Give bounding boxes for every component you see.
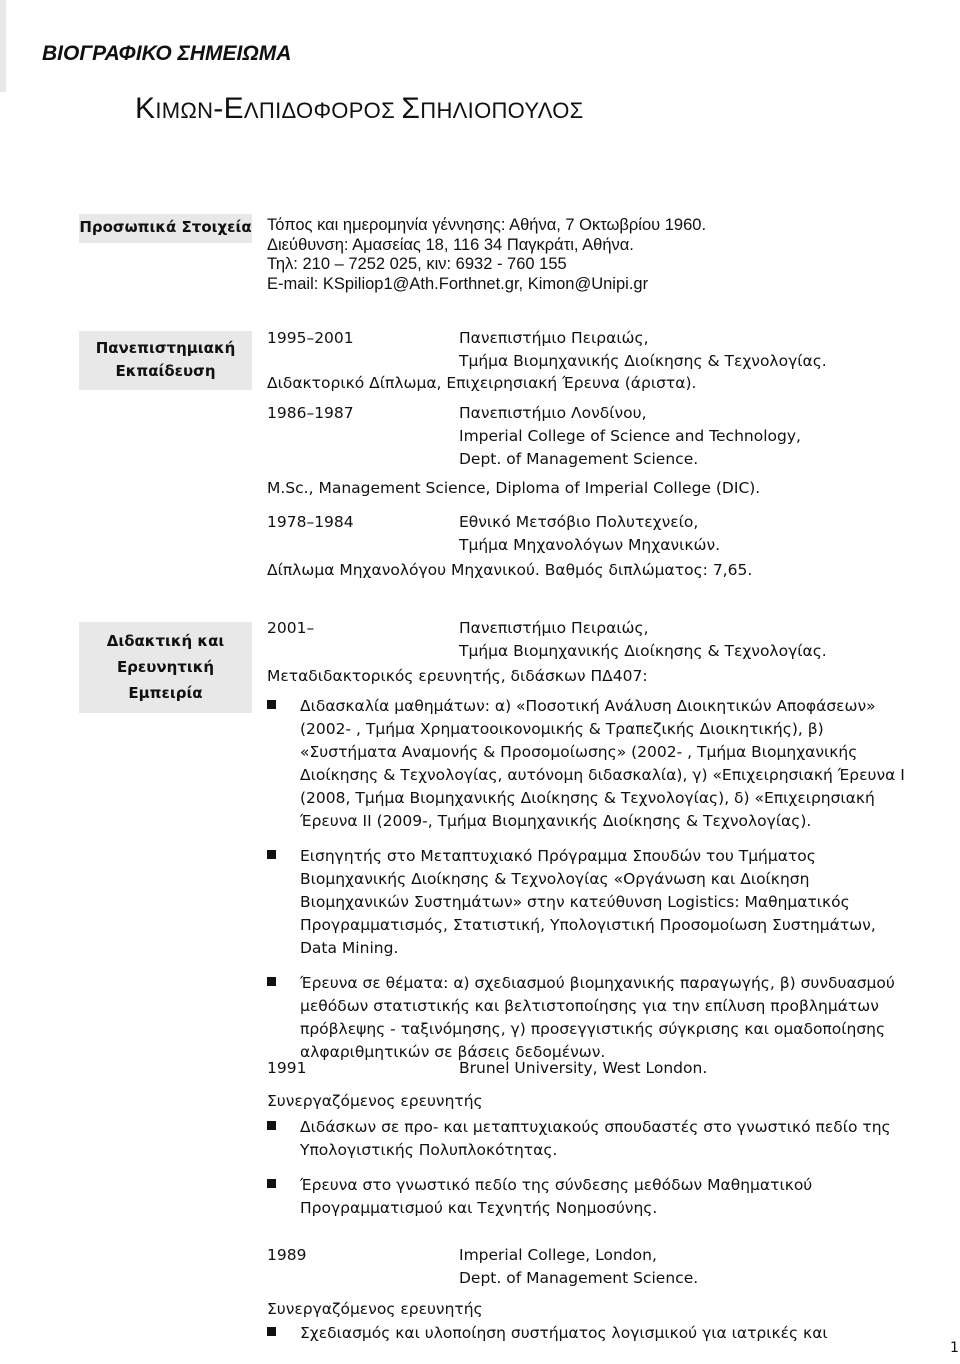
section-label-text: Διδακτική και	[106, 632, 225, 650]
name-part: ΛΠΙΔΟΦΟΡΟΣ	[243, 98, 402, 123]
name-part: -Ε	[213, 92, 244, 125]
degree-line: Δίπλωμα Μηχανολόγου Μηχανικού. Βαθμός διπλώματος: 7,65.	[267, 561, 753, 579]
bullet-list	[267, 1116, 907, 1232]
institution-line: Πανεπιστήμιο Πειραιώς,	[459, 329, 649, 347]
institution-line: Τμήμα Βιομηχανικής Διοίκησης & Τεχνολογίας.	[459, 642, 827, 660]
person-name	[135, 92, 584, 126]
list-item-text: Έρευνα στο γνωστικό πεδίο της σύνδεσης μεθόδων Μαθηματικού Προγραμματισμού και Τεχνητής Νοημοσύνης.	[300, 1176, 813, 1217]
institution-line: Τμήμα Μηχανολόγων Μηχανικών.	[459, 536, 721, 554]
entry-years: 2001–	[267, 619, 315, 637]
list-item	[267, 1174, 907, 1220]
degree-line: Διδακτορικό Δίπλωμα, Επιχειρησιακή Έρευνα (άριστα).	[267, 374, 697, 392]
section-label-teaching	[79, 622, 252, 713]
entry-years: 1995–2001	[267, 329, 354, 347]
entry-institution	[459, 402, 801, 471]
list-item-text: Εισηγητής στο Μεταπτυχιακό Πρόγραμμα Σπουδών του Τμήματος Βιομηχανικής Διοίκησης & Τεχνολογίας «Οργάνωση και Διοίκηση Βιομηχανικών Συστημάτων» στην κατεύθυνση Logistics: Μαθηματικός Προγραμματισμός, Στατιστική, Υπολογιστική Προσομοίωση Συστημάτων, Data Mining.	[300, 847, 876, 957]
email-line: E-mail: KSpiliop1@Ath.Forthnet.gr, Kimon@Unipi.gr	[267, 274, 649, 293]
square-bullet-icon	[267, 1327, 276, 1336]
list-item-text: Διδασκαλία μαθημάτων: α) «Ποσοτική Ανάλυση Διοικητικών Αποφάσεων» (2002- , Τμήμα Χρηματοοικονομικής & Τραπεζικής Διοικητικής), β) «Συστήματα Αναμονής & Προσομοίωσης» (2002- , Τμήμα Βιομηχανικής Διοίκησης & Τεχνολογίας, αυτόνομη διδασκαλία), γ) «Επιχειρησιακή Έρευνα Ι (2008, Τμήμα Βιομηχανικής Διοίκησης & Τεχνολογίας), δ) «Επιχειρησιακή Έρευνα ΙΙ (2009-, Τμήμα Βιομηχανικής Διοίκησης & Τεχνολογίας).	[300, 697, 905, 830]
document-title: ΒΙΟΓΡΑΦΙΚΟ ΣΗΜΕΙΩΜΑ	[42, 42, 292, 65]
section-label-education	[79, 331, 252, 390]
list-item	[267, 845, 907, 960]
square-bullet-icon	[267, 1121, 276, 1130]
list-item-text: Έρευνα σε θέματα: α) σχεδιασμού βιομηχανικής παραγωγής, β) συνδυασμού μεθόδων στατιστικής και βελτιστοποίησης για την επίλυση προβλημάτων πρόβλεψης - ταξινόμησης, γ) προσεγγιστικής σύγκρισης και ομαδοποίησης αλφαριθμητικών σε βάσεις δεδομένων.	[300, 974, 895, 1061]
institution-line: Imperial College of Science and Technology,	[459, 427, 801, 445]
role-line: Μεταδιδακτορικός ερευνητής, διδάσκων ΠΔ407:	[267, 667, 648, 685]
entry-years: 1991	[267, 1059, 307, 1077]
phone-line: Τηλ: 210 – 7252 025, κιν: 6932 - 760 155	[267, 255, 567, 273]
institution-line: Πανεπιστήμιο Πειραιώς,	[459, 619, 649, 637]
entry-institution	[459, 617, 827, 663]
name-part: Σ	[401, 92, 421, 125]
list-item	[267, 972, 907, 1064]
section-label-text: Προσωπικά Στοιχεία	[79, 218, 252, 236]
section-label-text: Ερευνητική Εμπειρία	[116, 658, 215, 702]
section-label-personal	[79, 214, 252, 243]
role-line: Συνεργαζόμενος ερευνητής	[267, 1092, 483, 1110]
section-label-text: Πανεπιστημιακή	[95, 339, 236, 357]
entry-institution	[459, 1244, 698, 1290]
list-item	[267, 1322, 907, 1345]
institution-line: Πανεπιστήμιο Λονδίνου,	[459, 404, 647, 422]
name-part: ΠΗΛΙΟΠΟΥΛΟΣ	[420, 98, 584, 123]
list-item	[267, 695, 907, 833]
margin-bar	[0, 0, 6, 92]
role-line: Συνεργαζόμενος ερευνητής	[267, 1300, 483, 1318]
name-part: ΙΜΩΝ	[155, 98, 214, 123]
list-item-text: Σχεδιασμός και υλοποίηση συστήματος λογισμικού για ιατρικές και	[300, 1324, 828, 1342]
entry-years: 1986–1987	[267, 404, 354, 422]
degree-line: M.Sc., Management Science, Diploma of Imperial College (DIC).	[267, 479, 761, 497]
square-bullet-icon	[267, 1179, 276, 1188]
square-bullet-icon	[267, 700, 276, 709]
address-line: Διεύθυνση: Αμασείας 18, 116 34 Παγκράτι, Αθήνα.	[267, 235, 634, 254]
entry-institution	[459, 327, 827, 373]
name-part: Κ	[135, 92, 156, 125]
institution-line: Brunel University, West London.	[459, 1059, 708, 1077]
bullet-list	[267, 1322, 907, 1357]
section-label-text: Εκπαίδευση	[115, 362, 216, 380]
entry-institution	[459, 511, 720, 557]
entry-years: 1978–1984	[267, 513, 354, 531]
list-item-text: Διδάσκων σε προ- και μεταπτυχιακούς σπουδαστές στο γνωστικό πεδίο της Υπολογιστικής Πολυπλοκότητας.	[300, 1118, 891, 1159]
list-item	[267, 1116, 907, 1162]
bullet-list	[267, 695, 907, 1076]
institution-line: Dept. of Management Science.	[459, 1269, 699, 1287]
square-bullet-icon	[267, 977, 276, 986]
institution-line: Dept. of Management Science.	[459, 450, 699, 468]
institution-line: Εθνικό Μετσόβιο Πολυτεχνείο,	[459, 513, 699, 531]
square-bullet-icon	[267, 850, 276, 859]
birth-line: Τόπος και ημερομηνία γέννησης: Αθήνα, 7 Οκτωβρίου 1960.	[267, 216, 707, 234]
entry-years: 1989	[267, 1246, 307, 1264]
page-number: 1	[950, 1340, 959, 1356]
entry-institution	[459, 1057, 707, 1080]
institution-line: Imperial College, London,	[459, 1246, 657, 1264]
personal-details	[267, 216, 706, 294]
institution-line: Τμήμα Βιομηχανικής Διοίκησης & Τεχνολογίας.	[459, 352, 827, 370]
